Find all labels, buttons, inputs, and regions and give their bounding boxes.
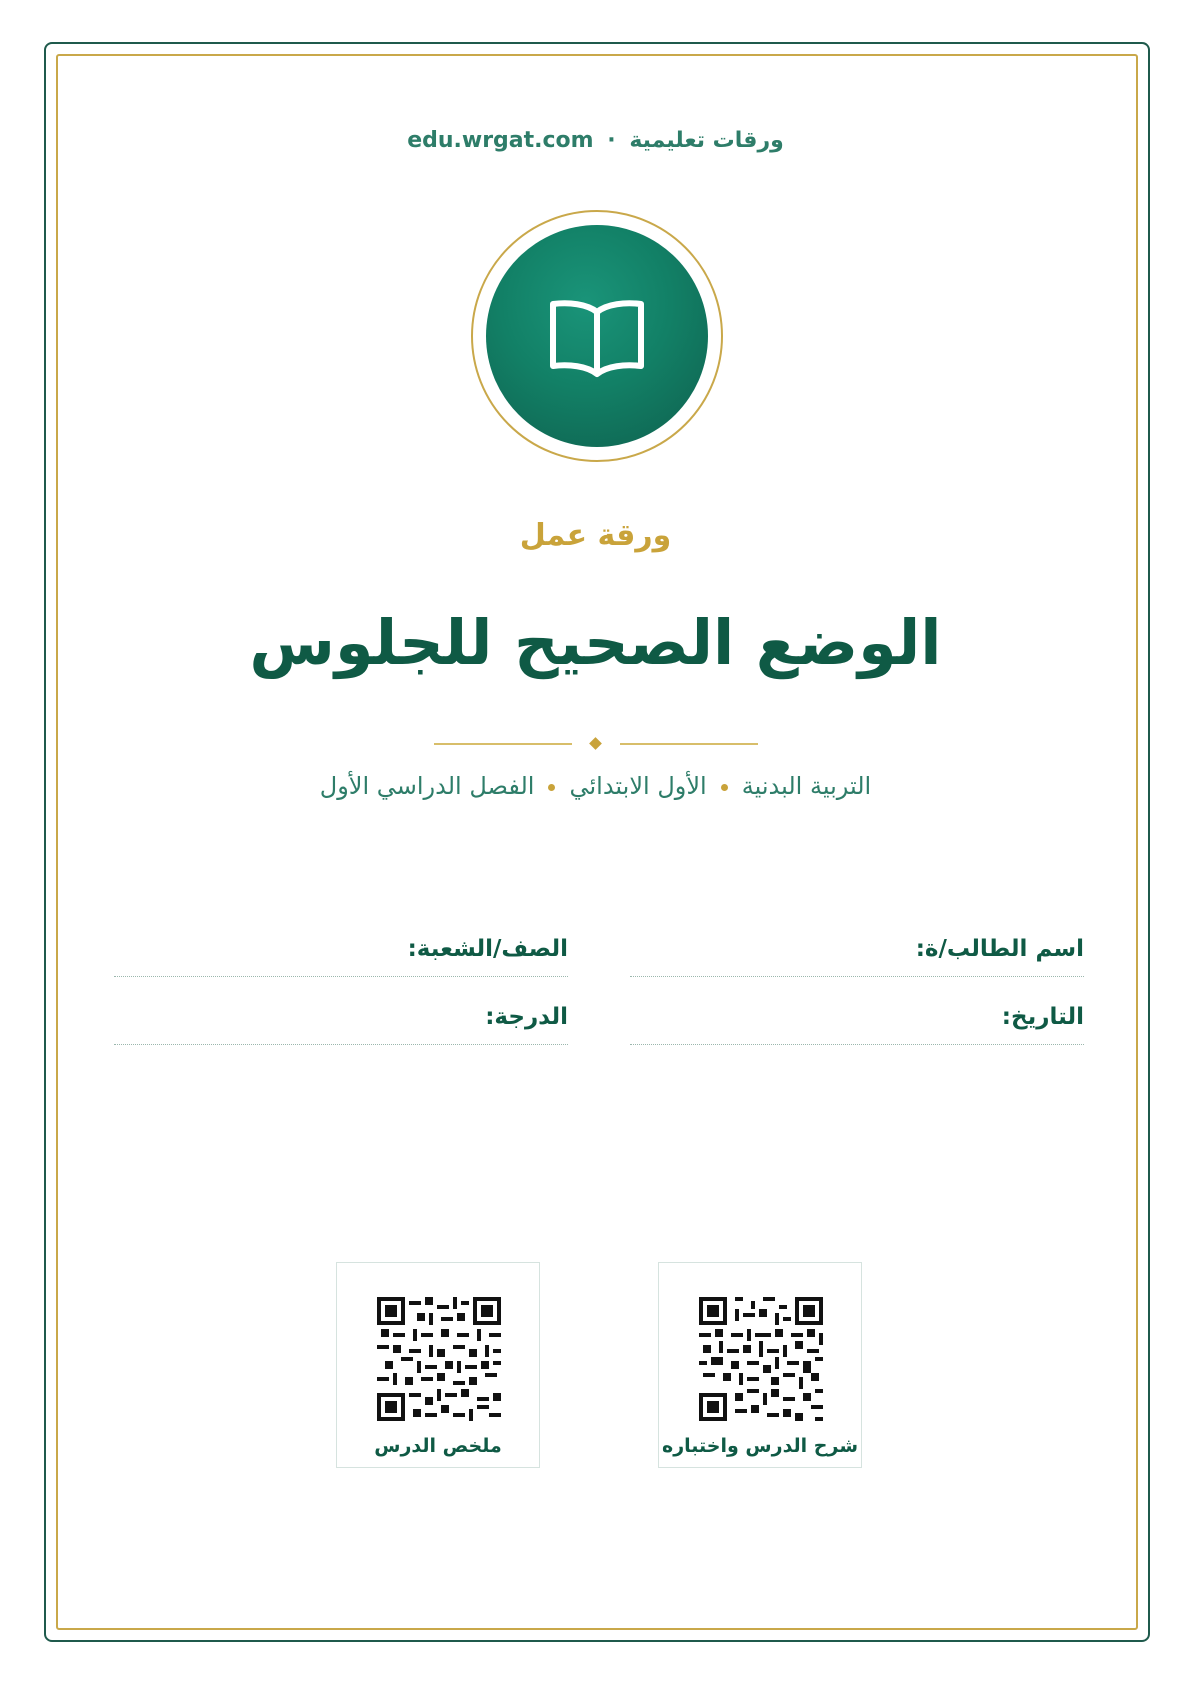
class-section-field[interactable] [114, 936, 568, 977]
meta-dot-icon [548, 784, 555, 791]
open-book-icon [547, 296, 647, 380]
header-separator: · [607, 128, 616, 153]
qr-code-icon [377, 1297, 501, 1421]
qr-card-summary[interactable] [336, 1262, 540, 1468]
student-name-label: اسم الطالب/ة: [915, 936, 1084, 962]
site-header [0, 128, 1191, 153]
worksheet-meta [0, 772, 1191, 800]
title-divider [434, 738, 758, 750]
grade-score-label: الدرجة: [485, 1004, 568, 1030]
meta-term: الفصل الدراسي الأول [319, 772, 535, 800]
divider-line-left [434, 743, 572, 745]
divider-diamond-icon [589, 737, 602, 750]
student-name-field[interactable] [630, 936, 1084, 977]
grade-score-field[interactable] [114, 1004, 568, 1045]
class-section-label: الصف/الشعبة: [407, 936, 568, 962]
emblem-circle [486, 225, 708, 447]
qr-card-explanation[interactable] [658, 1262, 862, 1468]
qr-code-icon [699, 1297, 823, 1421]
qr-caption-explanation: شرح الدرس واختباره [661, 1435, 859, 1457]
meta-subject: التربية البدنية [741, 772, 872, 800]
date-label: التاريخ: [1001, 1004, 1084, 1030]
qr-caption-summary: ملخص الدرس [374, 1435, 502, 1457]
meta-dot-icon [721, 784, 728, 791]
divider-line-right [620, 743, 758, 745]
date-field[interactable] [630, 1004, 1084, 1045]
meta-grade: الأول الابتدائي [569, 772, 707, 800]
worksheet-label: ورقة عمل [519, 518, 672, 553]
brand-name: ورقات تعليمية [629, 128, 784, 153]
site-url[interactable]: edu.wrgat.com [407, 128, 594, 153]
book-emblem [471, 210, 723, 462]
page-title: الوضع الصحيح للجلوس [249, 606, 942, 679]
